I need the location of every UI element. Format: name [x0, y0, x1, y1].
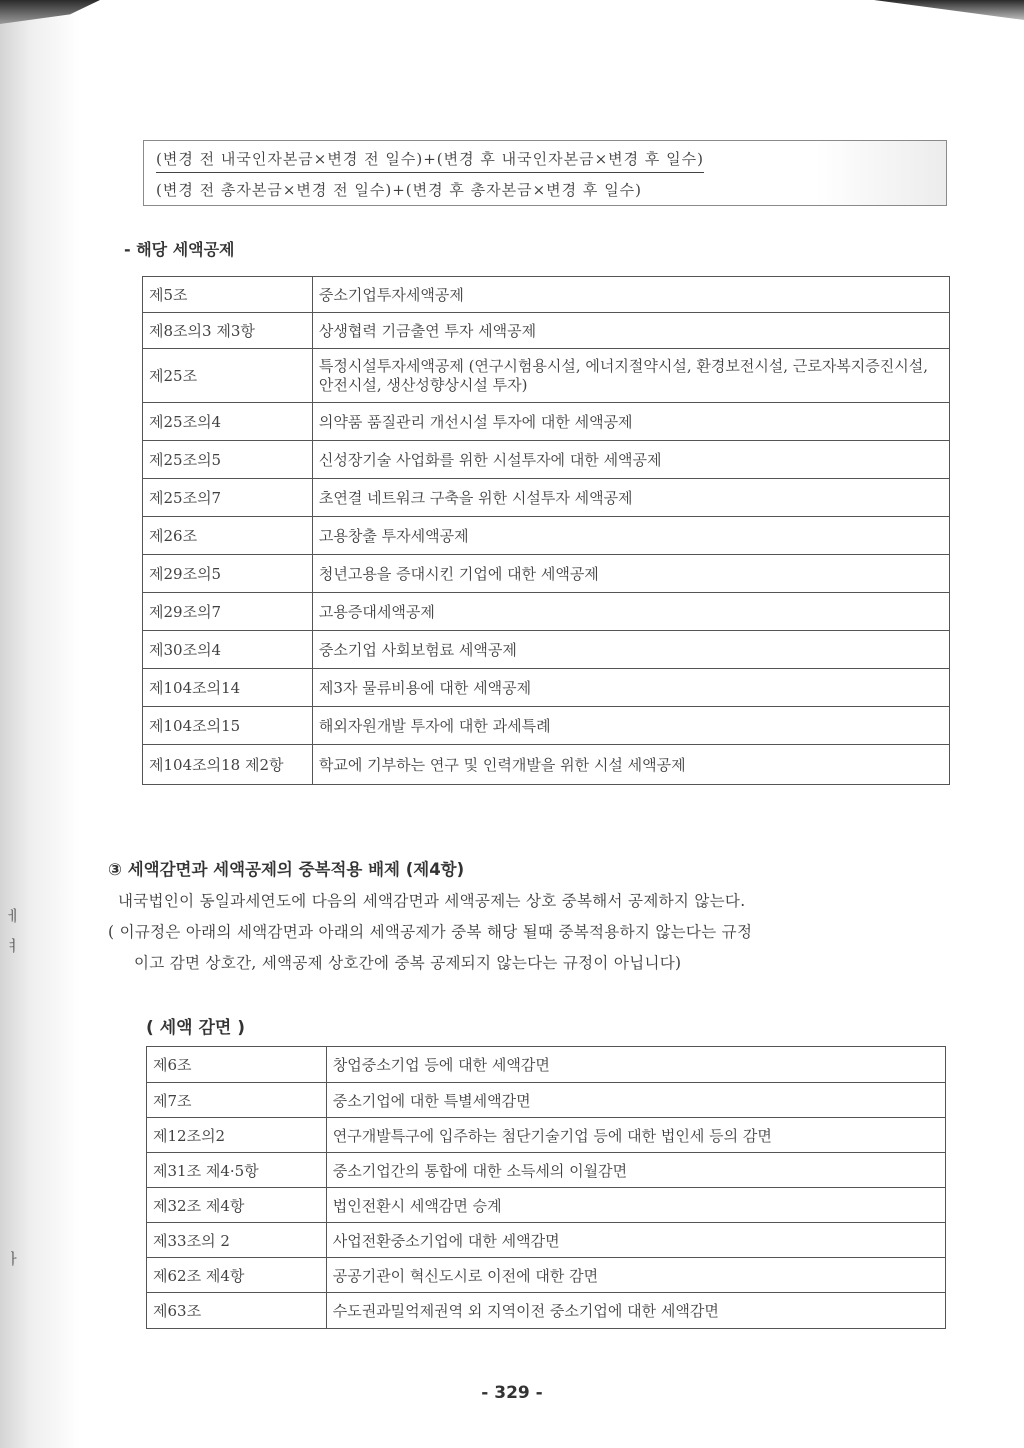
table-row — [147, 1223, 946, 1258]
paragraph-line: 이고 감면 상호간, 세액공제 상호간에 중복 공제되지 않는다는 규정이 아닙니다) — [134, 954, 682, 972]
description-cell: 의약품 품질관리 개선시설 투자에 대한 세액공제 — [312, 403, 949, 441]
table-row — [143, 277, 950, 313]
article-cell: 제63조 — [147, 1293, 327, 1329]
article-cell: 제104조의18 제2항 — [143, 745, 313, 785]
table-row — [147, 1258, 946, 1293]
article-cell: 제32조 제4항 — [147, 1188, 327, 1223]
formula-shade — [816, 141, 946, 205]
margin-glyph: ㅕ — [6, 937, 21, 955]
description-cell: 창업중소기업 등에 대한 세액감면 — [326, 1047, 945, 1083]
table-row — [143, 555, 950, 593]
table-row — [143, 479, 950, 517]
table-row — [143, 517, 950, 555]
formula-denominator: (변경 전 총자본금×변경 전 일수)+(변경 후 총자본금×변경 후 일수) — [156, 181, 643, 199]
table-row — [143, 593, 950, 631]
formula-numerator: (변경 전 내국인자본금×변경 전 일수)+(변경 후 내국인자본금×변경 후 일수) — [156, 148, 704, 173]
exclusion-paragraph — [108, 886, 974, 979]
article-cell: 제7조 — [147, 1083, 327, 1118]
table-row — [143, 403, 950, 441]
description-cell: 중소기업투자세액공제 — [312, 277, 949, 313]
description-cell: 신성장기술 사업화를 위한 시설투자에 대한 세액공제 — [312, 441, 949, 479]
article-cell: 제29조의5 — [143, 555, 313, 593]
table-row — [143, 349, 950, 403]
description-cell: 연구개발특구에 입주하는 첨단기술기업 등에 대한 법인세 등의 감면 — [326, 1118, 945, 1153]
article-cell: 제25조의4 — [143, 403, 313, 441]
paragraph-line: ( 이규정은 아래의 세액감면과 아래의 세액공제가 중복 해당 될때 중복적용하지 않는다는 규정 — [108, 923, 753, 941]
description-cell: 해외자원개발 투자에 대한 과세특례 — [312, 707, 949, 745]
description-cell: 고용증대세액공제 — [312, 593, 949, 631]
description-cell: 제3자 물류비용에 대한 세액공제 — [312, 669, 949, 707]
article-cell: 제25조 — [143, 349, 313, 403]
article-cell: 제62조 제4항 — [147, 1258, 327, 1293]
table-row — [143, 707, 950, 745]
article-cell: 제26조 — [143, 517, 313, 555]
article-cell: 제29조의7 — [143, 593, 313, 631]
table-row — [147, 1118, 946, 1153]
table-row — [147, 1047, 946, 1083]
tax-credit-table — [142, 276, 950, 785]
table-row — [147, 1083, 946, 1118]
article-cell: 제25조의5 — [143, 441, 313, 479]
section-heading-tax-credit: - 해당 세액공제 — [124, 240, 235, 259]
paragraph-line: 내국법인이 동일과세연도에 다음의 세액감면과 세액공제는 상호 중복해서 공제하지 않는다. — [118, 892, 746, 910]
tax-reduction-table — [146, 1046, 946, 1329]
corner-mark — [874, 0, 1024, 20]
table-row — [147, 1188, 946, 1223]
description-cell: 청년고용을 증대시킨 기업에 대한 세액공제 — [312, 555, 949, 593]
description-cell: 법인전환시 세액감면 승계 — [326, 1188, 945, 1223]
article-cell: 제12조의2 — [147, 1118, 327, 1153]
table-row — [147, 1293, 946, 1329]
table-row — [147, 1153, 946, 1188]
description-cell: 특정시설투자세액공제 (연구시험용시설, 에너지절약시설, 환경보전시설, 근로자복지증진시설, 안전시설, 생산성향상시설 투자) — [312, 349, 949, 403]
section-heading-tax-reduction: ( 세액 감면 ) — [146, 1018, 245, 1038]
article-cell: 제104조의15 — [143, 707, 313, 745]
article-cell: 제31조 제4·5항 — [147, 1153, 327, 1188]
margin-glyph: ㅏ — [6, 1250, 21, 1268]
table-row — [143, 441, 950, 479]
description-cell: 중소기업에 대한 특별세액감면 — [326, 1083, 945, 1118]
description-cell: 수도권과밀억제권역 외 지역이전 중소기업에 대한 세액감면 — [326, 1293, 945, 1329]
margin-glyph: ㅔ — [6, 907, 21, 925]
table-row — [143, 313, 950, 349]
description-cell: 중소기업 사회보험료 세액공제 — [312, 631, 949, 669]
article-cell: 제33조의 2 — [147, 1223, 327, 1258]
description-cell: 공공기관이 혁신도시로 이전에 대한 감면 — [326, 1258, 945, 1293]
scan-shadow — [0, 0, 80, 1448]
article-cell: 제30조의4 — [143, 631, 313, 669]
article-cell: 제25조의7 — [143, 479, 313, 517]
section-heading-exclusion: ③ 세액감면과 세액공제의 중복적용 배제 (제4항) — [108, 860, 465, 879]
page-number: - 329 - — [481, 1383, 543, 1403]
article-cell: 제5조 — [143, 277, 313, 313]
description-cell: 상생협력 기금출연 투자 세액공제 — [312, 313, 949, 349]
description-cell: 고용창출 투자세액공제 — [312, 517, 949, 555]
description-cell: 중소기업간의 통합에 대한 소득세의 이월감면 — [326, 1153, 945, 1188]
table-row — [143, 631, 950, 669]
description-cell: 초연결 네트워크 구축을 위한 시설투자 세액공제 — [312, 479, 949, 517]
description-cell: 학교에 기부하는 연구 및 인력개발을 위한 시설 세액공제 — [312, 745, 949, 785]
description-cell: 사업전환중소기업에 대한 세액감면 — [326, 1223, 945, 1258]
article-cell: 제8조의3 제3항 — [143, 313, 313, 349]
formula-box — [143, 140, 947, 206]
table-row — [143, 669, 950, 707]
article-cell: 제6조 — [147, 1047, 327, 1083]
article-cell: 제104조의14 — [143, 669, 313, 707]
table-row — [143, 745, 950, 785]
